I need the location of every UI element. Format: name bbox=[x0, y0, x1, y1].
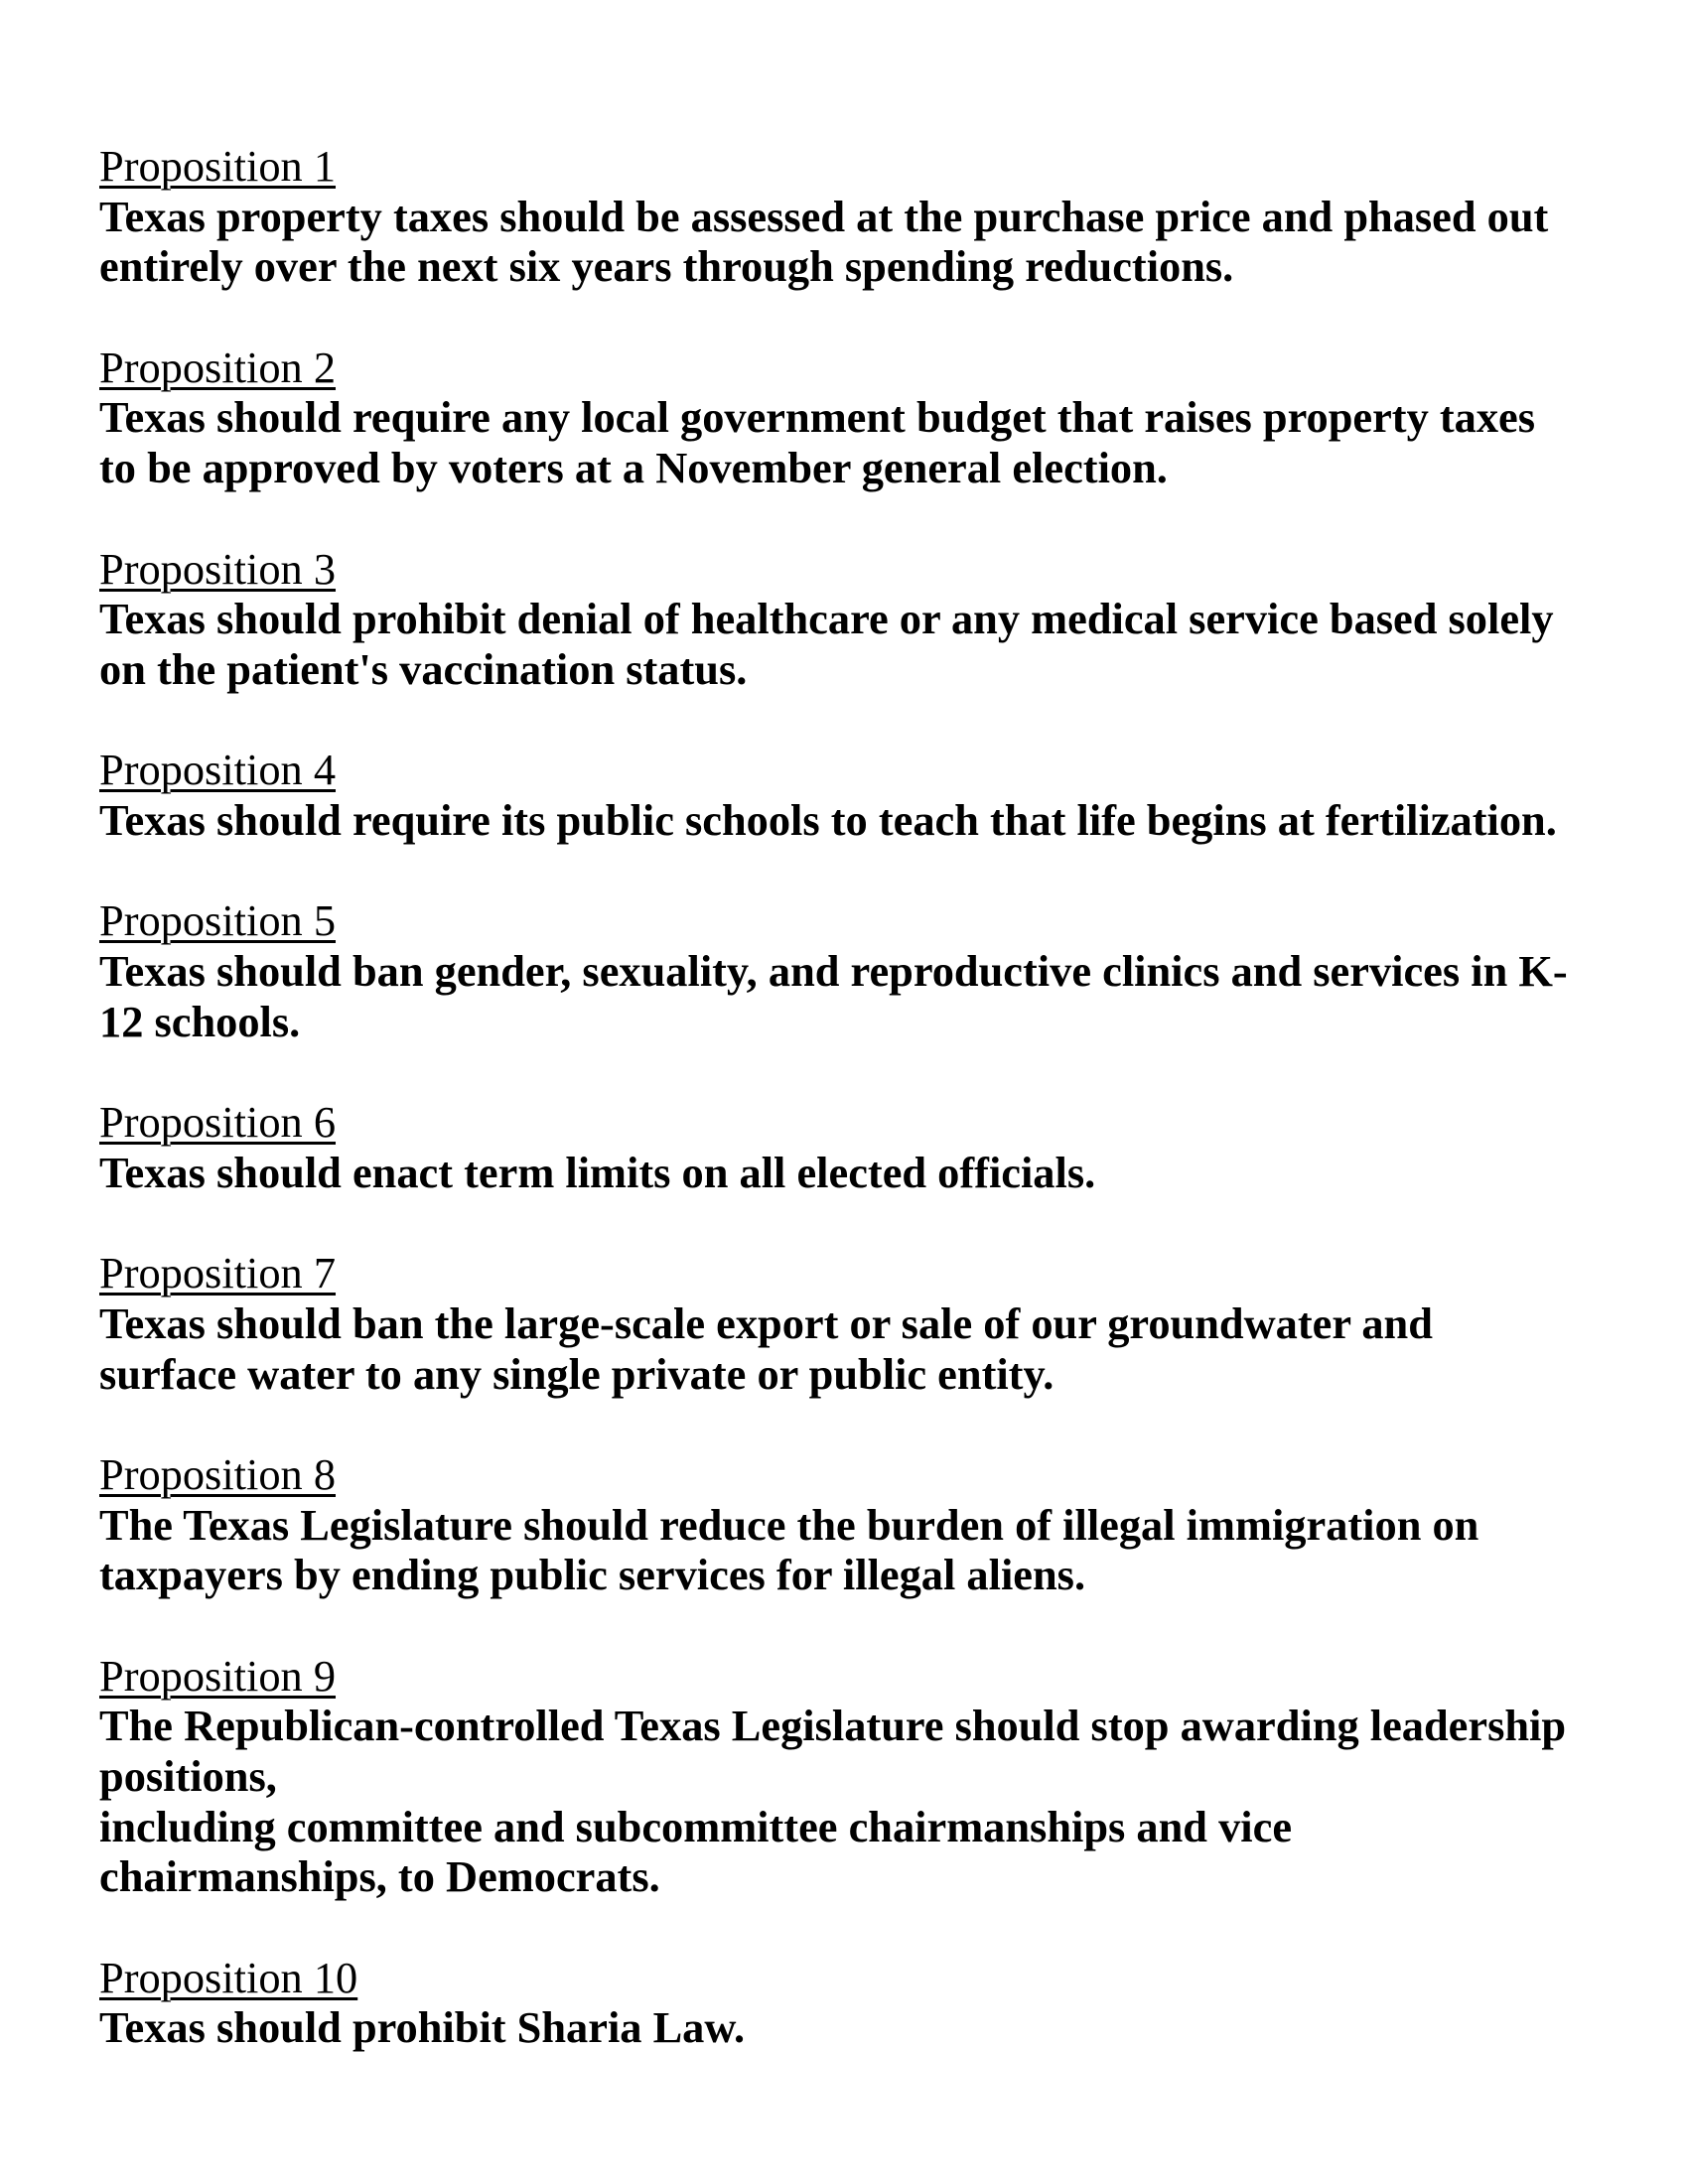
proposition-5 bbox=[99, 895, 1589, 1046]
proposition-heading: Proposition 1 bbox=[99, 141, 337, 191]
proposition-6 bbox=[99, 1097, 1589, 1197]
proposition-text-line: Texas should ban the large-scale export or sale of our groundwater and bbox=[99, 1297, 1433, 1348]
proposition-heading: Proposition 9 bbox=[99, 1650, 337, 1701]
proposition-text-line: The Texas Legislature should reduce the burden of illegal immigration on bbox=[99, 1499, 1479, 1550]
proposition-text-line: Texas should require any local government budget that raises property taxes bbox=[99, 392, 1536, 443]
proposition-text-line: chairmanships, to Democrats. bbox=[99, 1851, 660, 1902]
proposition-text-line: including committee and subcommittee chairmanships and vice bbox=[99, 1801, 1293, 1851]
document-page bbox=[99, 141, 1589, 2104]
proposition-text-line: to be approved by voters at a November general election. bbox=[99, 443, 1168, 493]
proposition-text-line: Texas property taxes should be assessed at the purchase price and phased out bbox=[99, 191, 1549, 241]
proposition-text-line: on the patient's vaccination status. bbox=[99, 643, 748, 694]
proposition-text-line: Texas should require its public schools to teach that life begins at fertilization. bbox=[99, 794, 1557, 845]
proposition-heading: Proposition 7 bbox=[99, 1248, 337, 1298]
proposition-2 bbox=[99, 342, 1589, 493]
proposition-heading: Proposition 6 bbox=[99, 1097, 337, 1148]
proposition-text-line: Texas should prohibit Sharia Law. bbox=[99, 2002, 746, 2053]
proposition-text-line: The Republican-controlled Texas Legislature should stop awarding leadership bbox=[99, 1701, 1567, 1751]
proposition-8 bbox=[99, 1449, 1589, 1600]
proposition-heading: Proposition 10 bbox=[99, 1952, 358, 2002]
proposition-heading: Proposition 5 bbox=[99, 895, 337, 946]
proposition-text-line: taxpayers by ending public services for illegal aliens. bbox=[99, 1550, 1086, 1600]
proposition-3 bbox=[99, 544, 1589, 695]
proposition-7 bbox=[99, 1248, 1589, 1399]
proposition-heading: Proposition 4 bbox=[99, 745, 337, 795]
proposition-heading: Proposition 2 bbox=[99, 341, 337, 392]
proposition-text-line: entirely over the next six years through spending reductions. bbox=[99, 241, 1234, 292]
proposition-text-line: Texas should ban gender, sexuality, and reproductive clinics and services in K- bbox=[99, 946, 1568, 996]
proposition-4 bbox=[99, 745, 1589, 845]
proposition-text-line: positions, bbox=[99, 1751, 277, 1801]
proposition-text-line: 12 schools. bbox=[99, 996, 301, 1046]
proposition-text-line: surface water to any single private or public entity. bbox=[99, 1348, 1055, 1399]
proposition-9 bbox=[99, 1651, 1589, 1902]
proposition-heading: Proposition 8 bbox=[99, 1448, 337, 1499]
proposition-1 bbox=[99, 141, 1589, 292]
proposition-text-line: Texas should enact term limits on all elected officials. bbox=[99, 1147, 1096, 1197]
proposition-heading: Proposition 3 bbox=[99, 543, 337, 594]
proposition-10 bbox=[99, 1953, 1589, 2053]
proposition-text-line: Texas should prohibit denial of healthcare or any medical service based solely bbox=[99, 594, 1554, 644]
